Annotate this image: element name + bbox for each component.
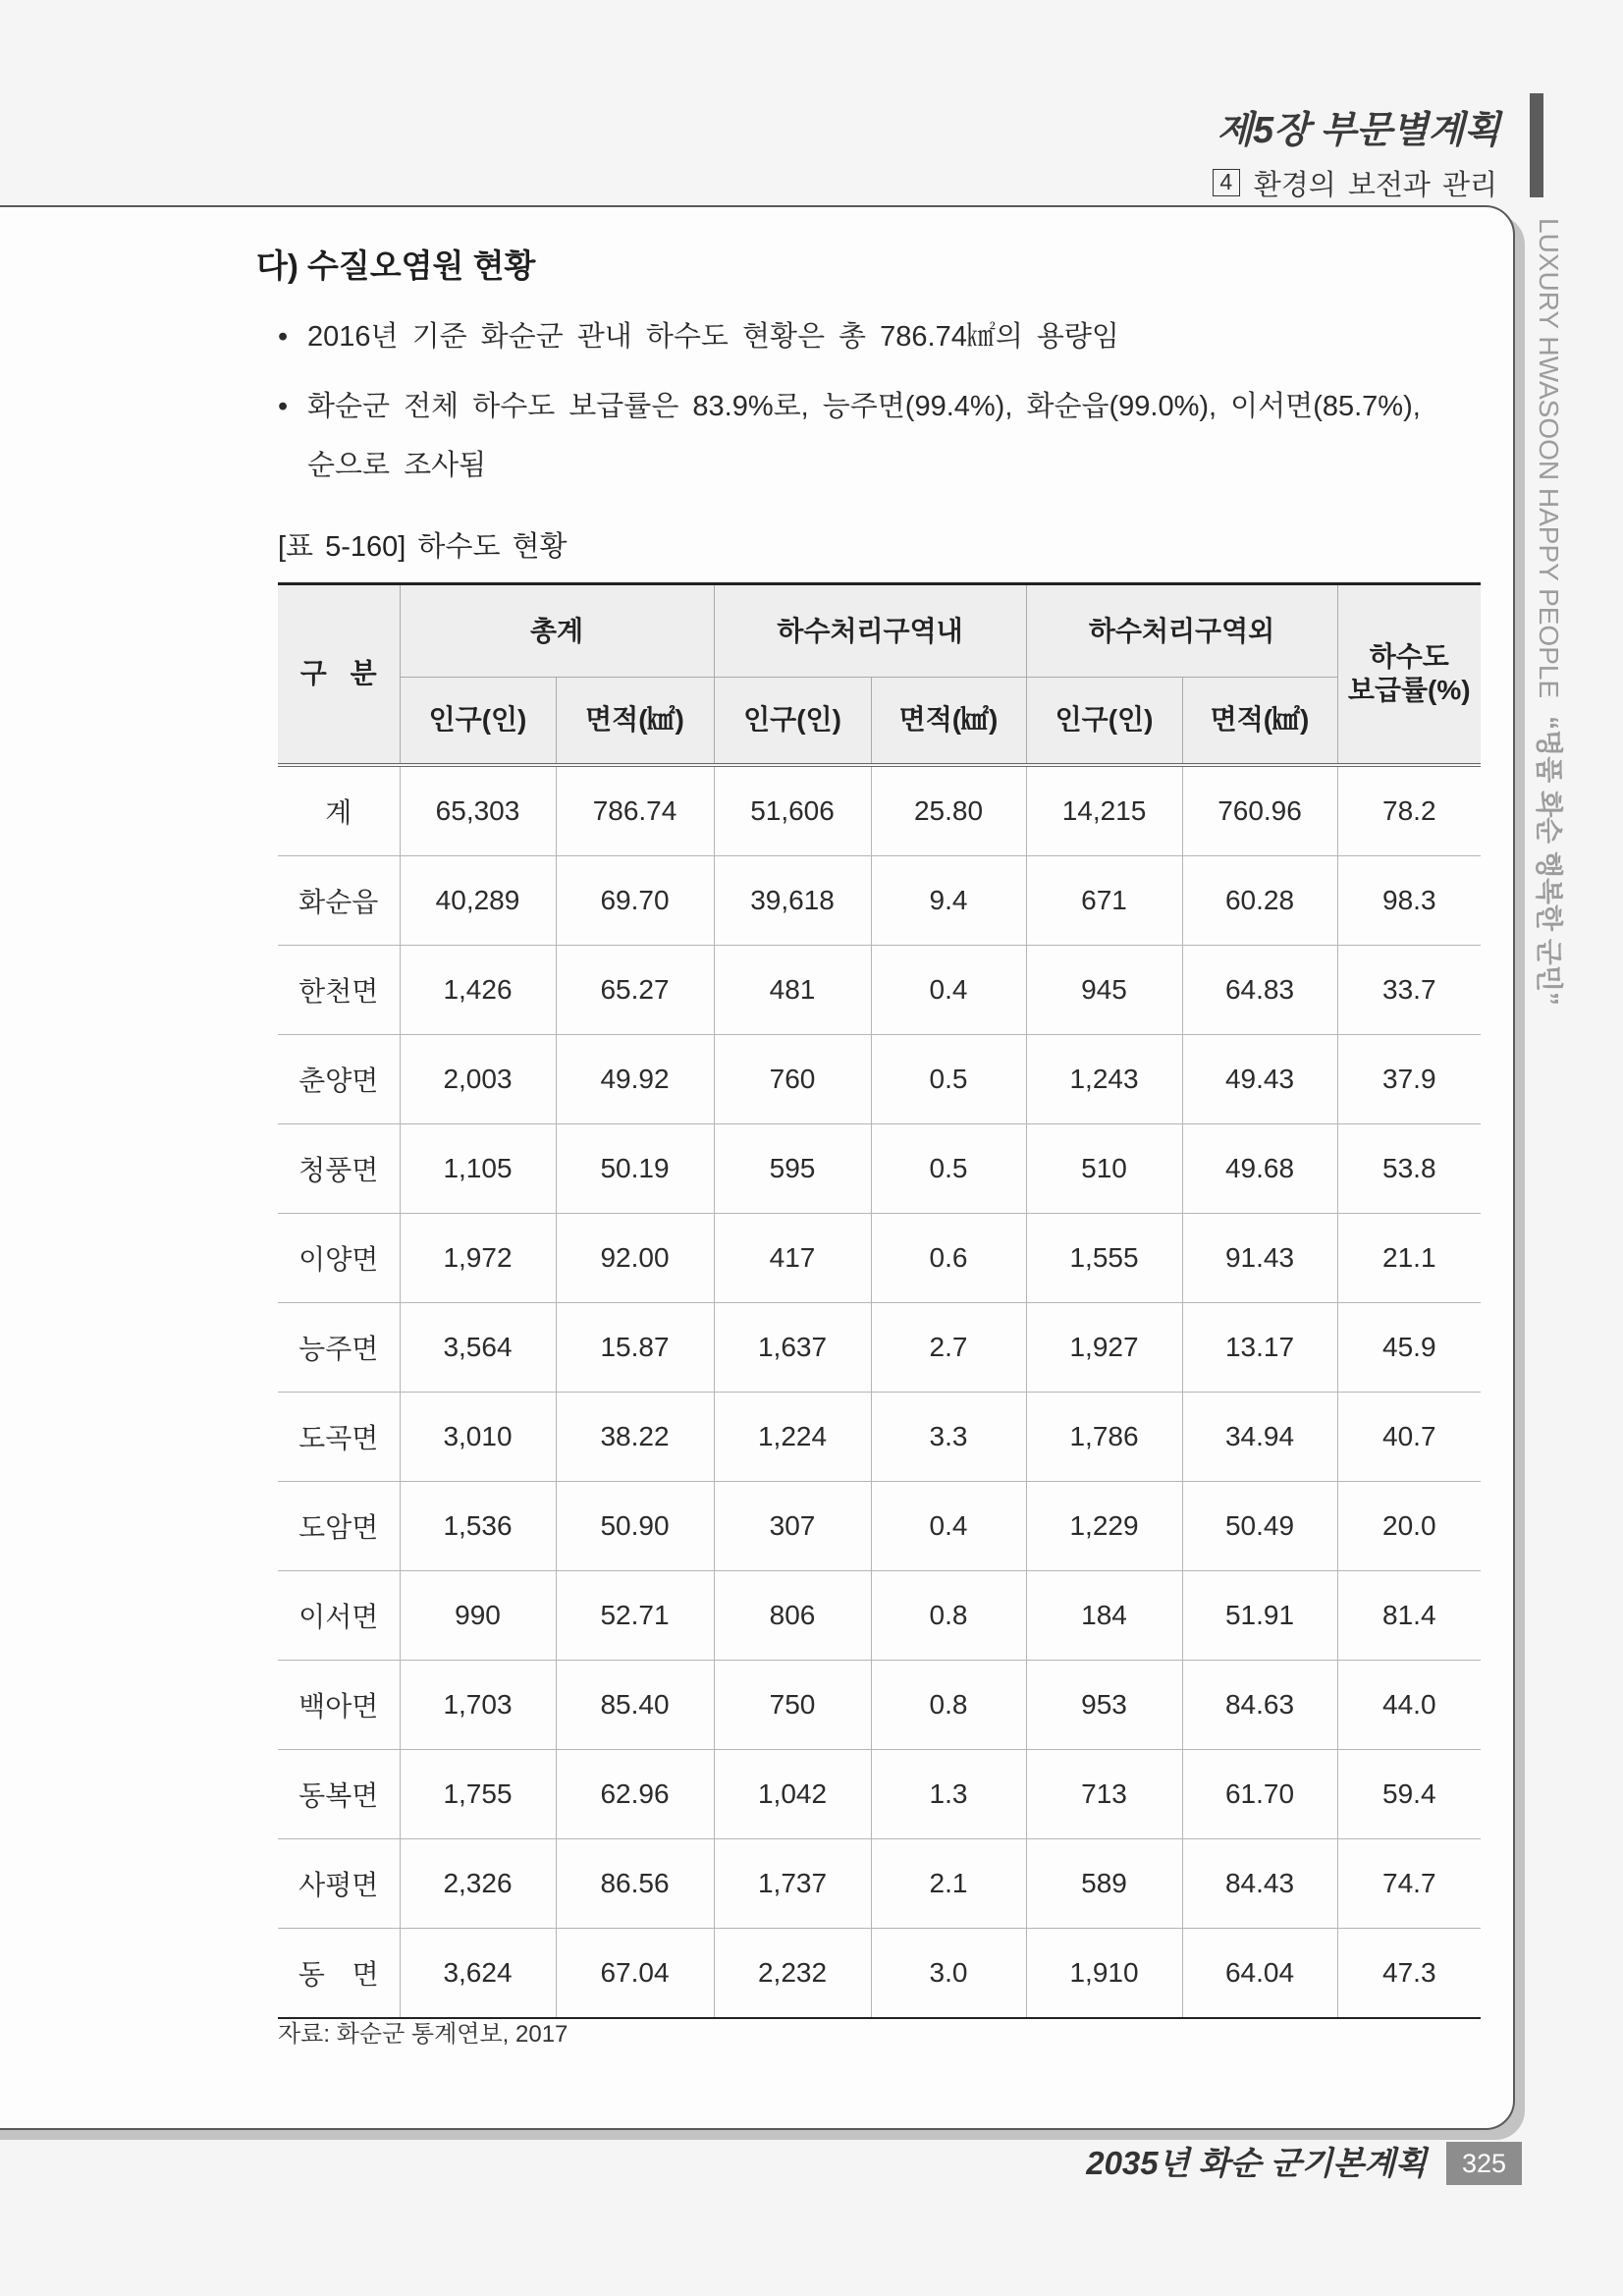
coverage-rate-cell: 44.0 xyxy=(1337,1660,1481,1749)
coverage-rate-cell: 37.9 xyxy=(1337,1034,1481,1123)
outside-area-cell: 61.70 xyxy=(1182,1749,1337,1838)
total-area-cell: 49.92 xyxy=(556,1034,714,1123)
row-label-cell: 화순읍 xyxy=(278,855,400,945)
inside-area-cell: 0.6 xyxy=(871,1213,1026,1302)
inside-area-cell: 9.4 xyxy=(871,855,1026,945)
outside-area-cell: 34.94 xyxy=(1182,1392,1337,1481)
header-inside-population: 인구(인) xyxy=(714,678,871,765)
bullet-icon: • xyxy=(278,321,289,353)
outside-population-cell: 510 xyxy=(1026,1123,1182,1213)
coverage-rate-cell: 40.7 xyxy=(1337,1392,1481,1481)
row-label-cell: 도암면 xyxy=(278,1481,400,1570)
table-row xyxy=(278,1570,1481,1660)
total-area-cell: 15.87 xyxy=(556,1302,714,1392)
outside-area-cell: 50.49 xyxy=(1182,1481,1337,1570)
row-label-cell: 동복면 xyxy=(278,1749,400,1838)
inside-area-cell: 0.8 xyxy=(871,1660,1026,1749)
table-row xyxy=(278,1034,1481,1123)
inside-area-cell: 2.7 xyxy=(871,1302,1026,1392)
row-label-cell: 백아면 xyxy=(278,1660,400,1749)
table-row xyxy=(278,1302,1481,1392)
side-slogan-en: LUXURY HWASOON HAPPY PEOPLE xyxy=(1534,218,1564,699)
coverage-rate-cell: 20.0 xyxy=(1337,1481,1481,1570)
inside-population-cell: 1,637 xyxy=(714,1302,871,1392)
table-row xyxy=(278,1213,1481,1302)
table-row xyxy=(278,1392,1481,1481)
total-area-cell: 65.27 xyxy=(556,945,714,1034)
table-body xyxy=(278,765,1481,2018)
inside-population-cell: 1,224 xyxy=(714,1392,871,1481)
inside-population-cell: 750 xyxy=(714,1660,871,1749)
total-population-cell: 2,326 xyxy=(400,1838,556,1928)
inside-population-cell: 1,042 xyxy=(714,1749,871,1838)
inside-area-cell: 0.4 xyxy=(871,945,1026,1034)
total-population-cell: 1,426 xyxy=(400,945,556,1034)
outside-population-cell: 1,243 xyxy=(1026,1034,1182,1123)
outside-area-cell: 760.96 xyxy=(1182,765,1337,856)
inside-area-cell: 0.5 xyxy=(871,1123,1026,1213)
inside-population-cell: 51,606 xyxy=(714,765,871,856)
row-label-cell: 청풍면 xyxy=(278,1123,400,1213)
header-outside-area: 하수처리구역외 xyxy=(1026,584,1337,678)
total-population-cell: 1,755 xyxy=(400,1749,556,1838)
footer-title: 2035년 화순 군기본계획 xyxy=(1086,2145,1427,2181)
total-area-cell: 92.00 xyxy=(556,1213,714,1302)
coverage-rate-cell: 47.3 xyxy=(1337,1928,1481,2018)
total-population-cell: 1,703 xyxy=(400,1660,556,1749)
total-population-cell: 1,972 xyxy=(400,1213,556,1302)
header-accent-bar xyxy=(1530,93,1543,197)
total-population-cell: 2,003 xyxy=(400,1034,556,1123)
inside-population-cell: 39,618 xyxy=(714,855,871,945)
header-total-area: 면적(㎢) xyxy=(556,678,714,765)
total-area-cell: 50.19 xyxy=(556,1123,714,1213)
outside-area-cell: 60.28 xyxy=(1182,855,1337,945)
outside-area-cell: 84.63 xyxy=(1182,1660,1337,1749)
total-area-cell: 38.22 xyxy=(556,1392,714,1481)
total-population-cell: 990 xyxy=(400,1570,556,1660)
outside-population-cell: 1,555 xyxy=(1026,1213,1182,1302)
chapter-title: 제5장 부문별계획 xyxy=(1217,110,1500,151)
outside-population-cell: 589 xyxy=(1026,1838,1182,1928)
table-subheader-row xyxy=(278,678,1481,765)
total-area-cell: 50.90 xyxy=(556,1481,714,1570)
header-outside-area-size: 면적(㎢) xyxy=(1182,678,1337,765)
inside-area-cell: 0.5 xyxy=(871,1034,1026,1123)
total-area-cell: 69.70 xyxy=(556,855,714,945)
outside-area-cell: 91.43 xyxy=(1182,1213,1337,1302)
outside-population-cell: 671 xyxy=(1026,855,1182,945)
header-total-population: 인구(인) xyxy=(400,678,556,765)
bullet-text: 순으로 조사됨 xyxy=(307,450,487,481)
inside-population-cell: 806 xyxy=(714,1570,871,1660)
table-row xyxy=(278,1660,1481,1749)
side-slogan-ko: “명품 화순 행복한 군민” xyxy=(1534,716,1564,1006)
outside-area-cell: 64.83 xyxy=(1182,945,1337,1034)
total-population-cell: 1,105 xyxy=(400,1123,556,1213)
header-inside-area-size: 면적(㎢) xyxy=(871,678,1026,765)
coverage-rate-cell: 33.7 xyxy=(1337,945,1481,1034)
inside-area-cell: 2.1 xyxy=(871,1838,1026,1928)
total-area-cell: 786.74 xyxy=(556,765,714,856)
inside-area-cell: 3.0 xyxy=(871,1928,1026,2018)
coverage-rate-cell: 45.9 xyxy=(1337,1302,1481,1392)
total-population-cell: 3,564 xyxy=(400,1302,556,1392)
inside-population-cell: 417 xyxy=(714,1213,871,1302)
table-source: 자료: 화순군 통계연보, 2017 xyxy=(278,2021,568,2048)
header-total: 총계 xyxy=(400,584,714,678)
bullet-text: 2016년 기준 화순군 관내 하수도 현황은 총 786.74㎢의 용량임 xyxy=(307,321,1119,353)
outside-area-cell: 51.91 xyxy=(1182,1570,1337,1660)
side-slogan xyxy=(1532,218,1565,1082)
outside-population-cell: 945 xyxy=(1026,945,1182,1034)
inside-area-cell: 0.8 xyxy=(871,1570,1026,1660)
row-label-cell: 능주면 xyxy=(278,1302,400,1392)
outside-population-cell: 953 xyxy=(1026,1660,1182,1749)
total-area-cell: 62.96 xyxy=(556,1749,714,1838)
header-inside-area: 하수처리구역내 xyxy=(714,584,1026,678)
sewerage-table xyxy=(278,582,1481,2019)
bullet-icon: • xyxy=(278,391,289,422)
inside-population-cell: 760 xyxy=(714,1034,871,1123)
total-population-cell: 1,536 xyxy=(400,1481,556,1570)
inside-population-cell: 307 xyxy=(714,1481,871,1570)
table-row xyxy=(278,945,1481,1034)
outside-area-cell: 13.17 xyxy=(1182,1302,1337,1392)
row-label-cell: 춘양면 xyxy=(278,1034,400,1123)
coverage-rate-cell: 21.1 xyxy=(1337,1213,1481,1302)
outside-area-cell: 64.04 xyxy=(1182,1928,1337,2018)
header-coverage-rate xyxy=(1337,584,1481,765)
inside-area-cell: 1.3 xyxy=(871,1749,1026,1838)
header-coverage-rate-line1: 하수도 xyxy=(1369,641,1449,673)
section-number-box: 4 xyxy=(1213,169,1240,196)
inside-population-cell: 481 xyxy=(714,945,871,1034)
outside-population-cell: 14,215 xyxy=(1026,765,1182,856)
inside-area-cell: 0.4 xyxy=(871,1481,1026,1570)
table-row xyxy=(278,1838,1481,1928)
section-heading: 다) 수질오염원 현황 xyxy=(256,247,536,284)
total-area-cell: 86.56 xyxy=(556,1838,714,1928)
row-label-cell: 한천면 xyxy=(278,945,400,1034)
coverage-rate-cell: 98.3 xyxy=(1337,855,1481,945)
bullet-item xyxy=(278,377,1421,495)
row-label-cell: 동 면 xyxy=(278,1928,400,2018)
row-label-cell: 계 xyxy=(278,765,400,856)
total-population-cell: 40,289 xyxy=(400,855,556,945)
coverage-rate-cell: 53.8 xyxy=(1337,1123,1481,1213)
outside-area-cell: 49.68 xyxy=(1182,1123,1337,1213)
outside-area-cell: 84.43 xyxy=(1182,1838,1337,1928)
section-title xyxy=(1213,163,1497,202)
page-number: 325 xyxy=(1446,2142,1522,2185)
inside-population-cell: 2,232 xyxy=(714,1928,871,2018)
header-coverage-rate-line2: 보급률(%) xyxy=(1347,675,1471,706)
bullet-text: 화순군 전체 하수도 보급률은 83.9%로, 능주면(99.4%), 화순읍(99.0%), 이서면(85.7%), xyxy=(307,391,1421,422)
coverage-rate-cell: 81.4 xyxy=(1337,1570,1481,1660)
row-label-cell: 이서면 xyxy=(278,1570,400,1660)
table-row xyxy=(278,1123,1481,1213)
table-row xyxy=(278,765,1481,856)
outside-population-cell: 1,927 xyxy=(1026,1302,1182,1392)
table-caption: [표 5-160] 하수도 현황 xyxy=(278,531,568,563)
coverage-rate-cell: 78.2 xyxy=(1337,765,1481,856)
header-category: 구 분 xyxy=(278,584,400,765)
bullet-item xyxy=(278,307,1119,366)
row-label-cell: 이양면 xyxy=(278,1213,400,1302)
outside-population-cell: 184 xyxy=(1026,1570,1182,1660)
total-area-cell: 52.71 xyxy=(556,1570,714,1660)
total-population-cell: 3,624 xyxy=(400,1928,556,2018)
inside-population-cell: 1,737 xyxy=(714,1838,871,1928)
coverage-rate-cell: 59.4 xyxy=(1337,1749,1481,1838)
table-row xyxy=(278,1749,1481,1838)
table-row xyxy=(278,1481,1481,1570)
outside-population-cell: 713 xyxy=(1026,1749,1182,1838)
header-outside-population: 인구(인) xyxy=(1026,678,1182,765)
outside-population-cell: 1,786 xyxy=(1026,1392,1182,1481)
inside-area-cell: 25.80 xyxy=(871,765,1026,856)
table-row xyxy=(278,855,1481,945)
coverage-rate-cell: 74.7 xyxy=(1337,1838,1481,1928)
outside-population-cell: 1,229 xyxy=(1026,1481,1182,1570)
row-label-cell: 사평면 xyxy=(278,1838,400,1928)
total-population-cell: 3,010 xyxy=(400,1392,556,1481)
inside-area-cell: 3.3 xyxy=(871,1392,1026,1481)
table-header-row xyxy=(278,584,1481,678)
outside-population-cell: 1,910 xyxy=(1026,1928,1182,2018)
total-area-cell: 85.40 xyxy=(556,1660,714,1749)
inside-population-cell: 595 xyxy=(714,1123,871,1213)
total-area-cell: 67.04 xyxy=(556,1928,714,2018)
section-title-text: 환경의 보전과 관리 xyxy=(1253,169,1497,201)
table-row xyxy=(278,1928,1481,2018)
total-population-cell: 65,303 xyxy=(400,765,556,856)
row-label-cell: 도곡면 xyxy=(278,1392,400,1481)
outside-area-cell: 49.43 xyxy=(1182,1034,1337,1123)
